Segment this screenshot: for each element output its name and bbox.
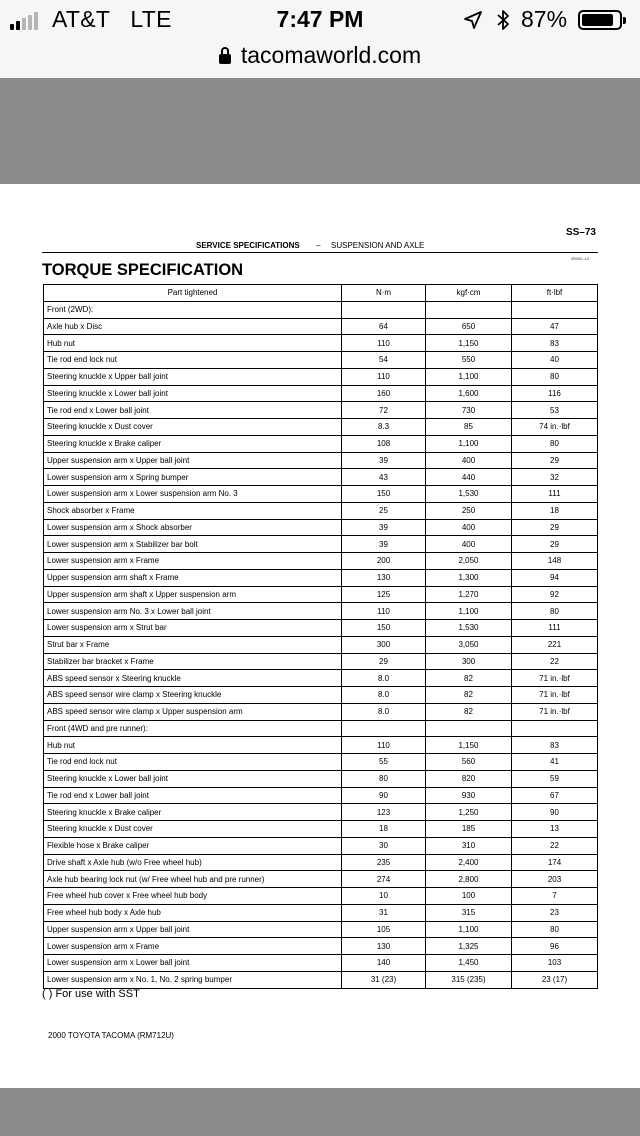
part-cell: Upper suspension arm x Upper ball joint: [44, 921, 342, 938]
table-row: [44, 368, 598, 385]
empty-cell: [426, 301, 512, 318]
ftlbf-cell: 80: [512, 368, 598, 385]
part-cell: Tie rod end lock nut: [44, 352, 342, 369]
ftlbf-cell: 71 in.·lbf: [512, 670, 598, 687]
ftlbf-cell: 90: [512, 804, 598, 821]
kgfcm-cell: 1,150: [426, 737, 512, 754]
kgfcm-cell: 100: [426, 888, 512, 905]
kgfcm-cell: 315 (235): [426, 971, 512, 988]
kgfcm-cell: 2,400: [426, 854, 512, 871]
kgfcm-cell: 85: [426, 419, 512, 436]
part-cell: ABS speed sensor wire clamp x Upper suspension arm: [44, 703, 342, 720]
part-cell: Tie rod end x Lower ball joint: [44, 402, 342, 419]
ftlbf-cell: 80: [512, 921, 598, 938]
column-header-ftlbf: ft·lbf: [512, 285, 598, 302]
kgfcm-cell: 1,150: [426, 335, 512, 352]
kgfcm-cell: 82: [426, 670, 512, 687]
ftlbf-cell: 103: [512, 955, 598, 972]
table-row: [44, 435, 598, 452]
url-text: tacomaworld.com: [240, 42, 422, 68]
part-cell: Lower suspension arm x Spring bumper: [44, 469, 342, 486]
table-row: [44, 469, 598, 486]
table-row: [44, 486, 598, 503]
nm-cell: 72: [342, 402, 426, 419]
kgfcm-cell: 315: [426, 904, 512, 921]
kgfcm-cell: 1,100: [426, 368, 512, 385]
kgfcm-cell: 1,530: [426, 620, 512, 637]
ftlbf-cell: 221: [512, 636, 598, 653]
nm-cell: 125: [342, 586, 426, 603]
part-cell: Lower suspension arm x Frame: [44, 553, 342, 570]
nm-cell: 235: [342, 854, 426, 871]
empty-cell: [512, 301, 598, 318]
address-bar[interactable]: [0, 40, 640, 78]
nm-cell: 110: [342, 335, 426, 352]
nm-cell: 54: [342, 352, 426, 369]
kgfcm-cell: 400: [426, 536, 512, 553]
nm-cell: 110: [342, 737, 426, 754]
table-row: [44, 687, 598, 704]
kgfcm-cell: 400: [426, 519, 512, 536]
nm-cell: 200: [342, 553, 426, 570]
table-row: [44, 837, 598, 854]
kgfcm-cell: 82: [426, 687, 512, 704]
table-row: [44, 904, 598, 921]
kgfcm-cell: 250: [426, 502, 512, 519]
table-row: [44, 335, 598, 352]
kgfcm-cell: 82: [426, 703, 512, 720]
part-cell: Lower suspension arm x Shock absorber: [44, 519, 342, 536]
part-cell: Flexible hose x Brake caliper: [44, 837, 342, 854]
ftlbf-cell: 71 in.·lbf: [512, 703, 598, 720]
nm-cell: 39: [342, 452, 426, 469]
clock: 7:47 PM: [276, 6, 364, 32]
kgfcm-cell: 2,800: [426, 871, 512, 888]
header-separator: –: [316, 241, 321, 250]
page-footer: 2000 TOYOTA TACOMA (RM712U): [48, 1031, 174, 1040]
part-cell: Strut bar x Frame: [44, 636, 342, 653]
nm-cell: 31 (23): [342, 971, 426, 988]
part-cell: Tie rod end lock nut: [44, 754, 342, 771]
part-cell: Upper suspension arm shaft x Frame: [44, 569, 342, 586]
part-cell: Upper suspension arm shaft x Upper suspension arm: [44, 586, 342, 603]
part-cell: Lower suspension arm No. 3 x Lower ball joint: [44, 603, 342, 620]
kgfcm-cell: 2,050: [426, 553, 512, 570]
nm-cell: 274: [342, 871, 426, 888]
kgfcm-cell: 730: [426, 402, 512, 419]
table-row: [44, 821, 598, 838]
table-row: [44, 636, 598, 653]
ftlbf-cell: 174: [512, 854, 598, 871]
kgfcm-cell: 1,100: [426, 921, 512, 938]
location-icon: [463, 10, 483, 30]
nm-cell: 140: [342, 955, 426, 972]
table-row: [44, 938, 598, 955]
column-header-kgfcm: kgf·cm: [426, 285, 512, 302]
kgfcm-cell: 1,250: [426, 804, 512, 821]
ftlbf-cell: 83: [512, 737, 598, 754]
part-cell: Hub nut: [44, 737, 342, 754]
table-row: [44, 620, 598, 637]
status-bar: [0, 0, 640, 40]
table-row: [44, 787, 598, 804]
part-cell: Axle hub x Disc: [44, 318, 342, 335]
ftlbf-cell: 29: [512, 536, 598, 553]
table-row: [44, 888, 598, 905]
table-row: [44, 586, 598, 603]
ftlbf-cell: 71 in.·lbf: [512, 687, 598, 704]
part-cell: Steering knuckle x Lower ball joint: [44, 770, 342, 787]
table-row: [44, 921, 598, 938]
kgfcm-cell: 3,050: [426, 636, 512, 653]
part-cell: Lower suspension arm x Lower ball joint: [44, 955, 342, 972]
part-cell: Steering knuckle x Lower ball joint: [44, 385, 342, 402]
nm-cell: 10: [342, 888, 426, 905]
subsection-title: SUSPENSION AND AXLE: [331, 241, 425, 250]
table-row: [44, 569, 598, 586]
battery-percentage: 87%: [521, 6, 568, 32]
nm-cell: 90: [342, 787, 426, 804]
table-row: [44, 770, 598, 787]
column-header-nm: N·m: [342, 285, 426, 302]
part-cell: Stabilizer bar bracket x Frame: [44, 653, 342, 670]
table-row: [44, 737, 598, 754]
ftlbf-cell: 7: [512, 888, 598, 905]
part-cell: Steering knuckle x Dust cover: [44, 821, 342, 838]
kgfcm-cell: 1,100: [426, 435, 512, 452]
page-title: TORQUE SPECIFICATION: [42, 261, 244, 279]
ftlbf-cell: 96: [512, 938, 598, 955]
ftlbf-cell: 40: [512, 352, 598, 369]
ftlbf-cell: 148: [512, 553, 598, 570]
nm-cell: 18: [342, 821, 426, 838]
table-row: [44, 419, 598, 436]
part-cell: ABS speed sensor x Steering knuckle: [44, 670, 342, 687]
kgfcm-cell: 400: [426, 452, 512, 469]
carrier-network: AT&T LTE: [52, 6, 172, 32]
table-row: [44, 502, 598, 519]
part-cell: Steering knuckle x Dust cover: [44, 419, 342, 436]
ftlbf-cell: 13: [512, 821, 598, 838]
kgfcm-cell: 930: [426, 787, 512, 804]
table-section-row: [44, 720, 598, 737]
nm-cell: 130: [342, 569, 426, 586]
battery-icon: [578, 10, 622, 30]
part-cell: Axle hub bearing lock nut (w/ Free wheel hub and pre runner): [44, 871, 342, 888]
ftlbf-cell: 22: [512, 837, 598, 854]
table-row: [44, 519, 598, 536]
table-section-row: [44, 301, 598, 318]
table-row: [44, 452, 598, 469]
kgfcm-cell: 1,270: [426, 586, 512, 603]
part-cell: Shock absorber x Frame: [44, 502, 342, 519]
bluetooth-icon: [495, 9, 511, 31]
nm-cell: 123: [342, 804, 426, 821]
kgfcm-cell: 1,600: [426, 385, 512, 402]
part-cell: Lower suspension arm x No. 1, No. 2 spring bumper: [44, 971, 342, 988]
section-label: Front (2WD):: [44, 301, 342, 318]
nm-cell: 110: [342, 603, 426, 620]
part-cell: Hub nut: [44, 335, 342, 352]
nm-cell: 160: [342, 385, 426, 402]
kgfcm-cell: 310: [426, 837, 512, 854]
part-cell: Lower suspension arm x Lower suspension arm No. 3: [44, 486, 342, 503]
nm-cell: 8.0: [342, 687, 426, 704]
table-row: [44, 971, 598, 988]
section-label: Front (4WD and pre runner):: [44, 720, 342, 737]
section-title: SERVICE SPECIFICATIONS: [196, 241, 300, 250]
empty-cell: [426, 720, 512, 737]
ftlbf-cell: 111: [512, 486, 598, 503]
table-row: [44, 653, 598, 670]
table-row: [44, 871, 598, 888]
nm-cell: 130: [342, 938, 426, 955]
empty-cell: [342, 720, 426, 737]
table-row: [44, 352, 598, 369]
ftlbf-cell: 80: [512, 435, 598, 452]
part-cell: ABS speed sensor wire clamp x Steering knuckle: [44, 687, 342, 704]
page-number: SS–73: [565, 227, 596, 238]
part-cell: Free wheel hub body x Axle hub: [44, 904, 342, 921]
table-header-row: [44, 285, 598, 302]
table-row: [44, 703, 598, 720]
part-cell: Free wheel hub cover x Free wheel hub body: [44, 888, 342, 905]
ftlbf-cell: 116: [512, 385, 598, 402]
torque-table: [43, 284, 598, 989]
ftlbf-cell: 80: [512, 603, 598, 620]
ftlbf-cell: 22: [512, 653, 598, 670]
nm-cell: 64: [342, 318, 426, 335]
nm-cell: 29: [342, 653, 426, 670]
nm-cell: 8.0: [342, 670, 426, 687]
kgfcm-cell: 550: [426, 352, 512, 369]
ftlbf-cell: 59: [512, 770, 598, 787]
kgfcm-cell: 820: [426, 770, 512, 787]
nm-cell: 55: [342, 754, 426, 771]
viewer-background: [0, 78, 640, 184]
empty-cell: [342, 301, 426, 318]
kgfcm-cell: 1,325: [426, 938, 512, 955]
kgfcm-cell: 185: [426, 821, 512, 838]
document-page: [0, 184, 640, 1088]
nm-cell: 39: [342, 519, 426, 536]
table-row: [44, 754, 598, 771]
empty-cell: [512, 720, 598, 737]
kgfcm-cell: 300: [426, 653, 512, 670]
ftlbf-cell: 92: [512, 586, 598, 603]
table-row: [44, 854, 598, 871]
nm-cell: 8.3: [342, 419, 426, 436]
part-cell: Lower suspension arm x Frame: [44, 938, 342, 955]
nm-cell: 300: [342, 636, 426, 653]
ftlbf-cell: 29: [512, 452, 598, 469]
ftlbf-cell: 47: [512, 318, 598, 335]
part-cell: Drive shaft x Axle hub (w/o Free wheel hub): [44, 854, 342, 871]
table-row: [44, 670, 598, 687]
ftlbf-cell: 41: [512, 754, 598, 771]
ftlbf-cell: 67: [512, 787, 598, 804]
nm-cell: 8.0: [342, 703, 426, 720]
viewer-background-bottom: [0, 1088, 640, 1136]
nm-cell: 105: [342, 921, 426, 938]
kgfcm-cell: 1,300: [426, 569, 512, 586]
part-cell: Tie rod end x Lower ball joint: [44, 787, 342, 804]
nm-cell: 108: [342, 435, 426, 452]
ftlbf-cell: 94: [512, 569, 598, 586]
nm-cell: 80: [342, 770, 426, 787]
document-code: 3S002–10: [570, 256, 589, 261]
ftlbf-cell: 83: [512, 335, 598, 352]
table-row: [44, 318, 598, 335]
table-row: [44, 385, 598, 402]
part-cell: Lower suspension arm x Strut bar: [44, 620, 342, 637]
kgfcm-cell: 440: [426, 469, 512, 486]
table-row: [44, 553, 598, 570]
kgfcm-cell: 560: [426, 754, 512, 771]
part-cell: Lower suspension arm x Stabilizer bar bolt: [44, 536, 342, 553]
footnote: ( ) For use with SST: [42, 988, 140, 1000]
table-row: [44, 955, 598, 972]
ftlbf-cell: 53: [512, 402, 598, 419]
nm-cell: 25: [342, 502, 426, 519]
nm-cell: 30: [342, 837, 426, 854]
kgfcm-cell: 1,450: [426, 955, 512, 972]
ftlbf-cell: 111: [512, 620, 598, 637]
ftlbf-cell: 23: [512, 904, 598, 921]
nm-cell: 150: [342, 486, 426, 503]
ftlbf-cell: 29: [512, 519, 598, 536]
kgfcm-cell: 650: [426, 318, 512, 335]
part-cell: Steering knuckle x Brake caliper: [44, 804, 342, 821]
nm-cell: 31: [342, 904, 426, 921]
lock-icon: [219, 48, 231, 64]
ftlbf-cell: 32: [512, 469, 598, 486]
part-cell: Upper suspension arm x Upper ball joint: [44, 452, 342, 469]
nm-cell: 150: [342, 620, 426, 637]
nm-cell: 39: [342, 536, 426, 553]
table-row: [44, 536, 598, 553]
ftlbf-cell: 74 in.·lbf: [512, 419, 598, 436]
ftlbf-cell: 23 (17): [512, 971, 598, 988]
table-row: [44, 603, 598, 620]
table-row: [44, 402, 598, 419]
document-header: [42, 241, 598, 253]
part-cell: Steering knuckle x Brake caliper: [44, 435, 342, 452]
nm-cell: 43: [342, 469, 426, 486]
ftlbf-cell: 203: [512, 871, 598, 888]
nm-cell: 110: [342, 368, 426, 385]
kgfcm-cell: 1,530: [426, 486, 512, 503]
part-cell: Steering knuckle x Upper ball joint: [44, 368, 342, 385]
ftlbf-cell: 18: [512, 502, 598, 519]
column-header-part: Part tightened: [44, 285, 342, 302]
table-row: [44, 804, 598, 821]
kgfcm-cell: 1,100: [426, 603, 512, 620]
